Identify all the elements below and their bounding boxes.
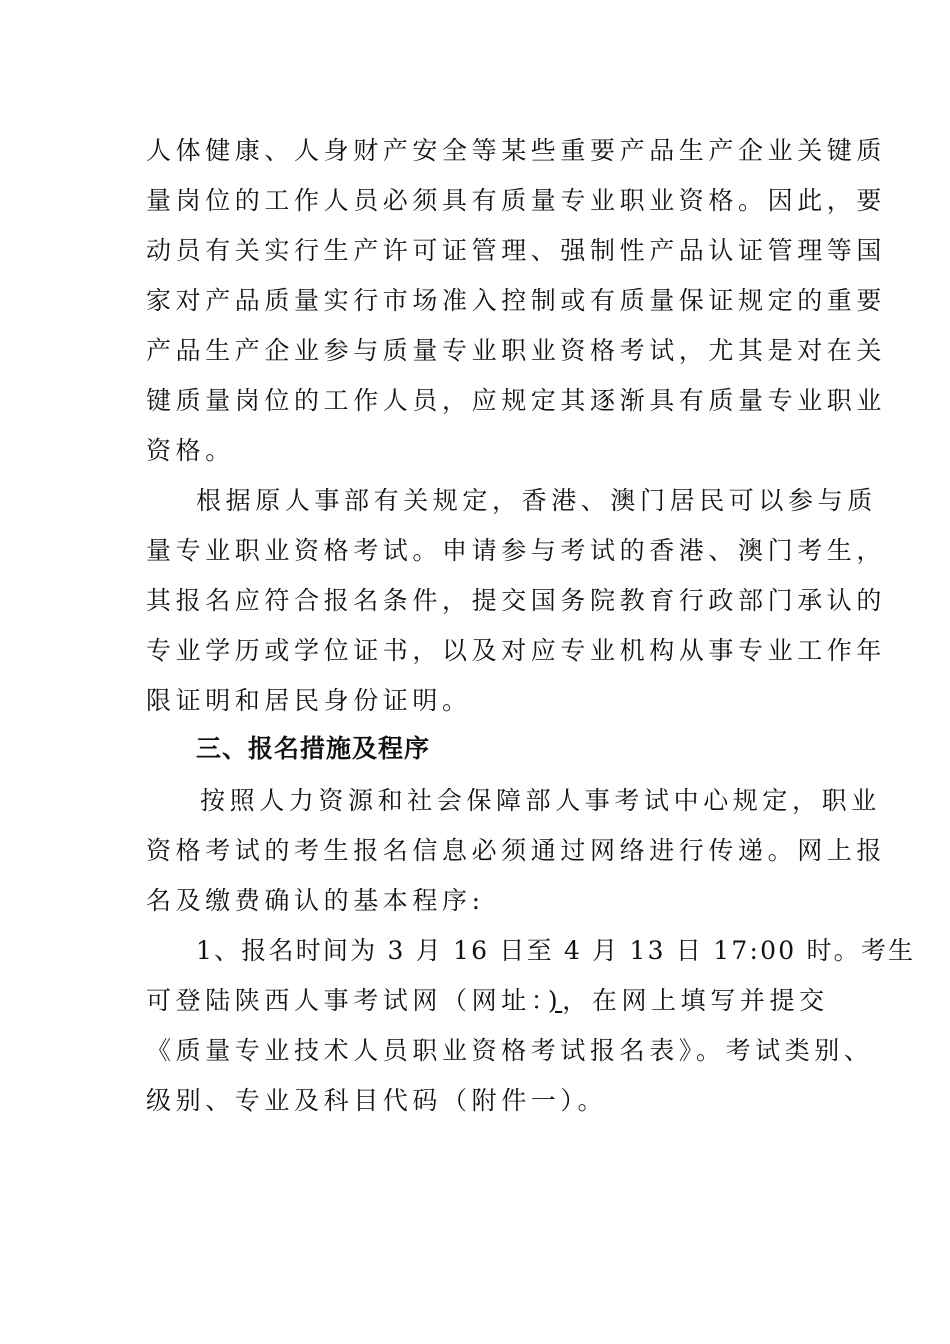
paragraph-2-line-5: 限证明和居民身份证明。: [146, 686, 472, 715]
paragraph-4-line-2-text-before: 可登陆陕西人事考试网（网址：: [146, 986, 548, 1015]
paragraph-4-line-2: [146, 976, 829, 1026]
paragraph-4-line-2-text-after: ，在网上填写并提交: [562, 986, 829, 1015]
paragraph-4-line-1: 1、报名时间为 3 月 16 日至 4 月 13 日 17:00 时。考生: [196, 936, 916, 965]
paragraph-1-line-6: 键质量岗位的工作人员，应规定其逐渐具有质量专业职业: [146, 386, 887, 415]
paragraph-1-line-7: 资格。: [146, 436, 235, 465]
paragraph-3-line-3: 名及缴费确认的基本程序:: [146, 886, 485, 915]
paragraph-4-line-3: 《质量专业技术人员职业资格考试报名表》。考试类别、: [146, 1036, 874, 1065]
paragraph-3-line-1: 按照人力资源和社会保障部人事考试中心规定，职业: [200, 786, 881, 815]
paragraph-1-line-5: 产品生产企业参与质量专业职业资格考试，尤其是对在关: [146, 336, 887, 365]
paragraph-4-line-4: 级别、专业及科目代码（附件一）。: [146, 1086, 608, 1115]
paragraph-2-line-4: 专业学历或学位证书，以及对应专业机构从事专业工作年: [146, 636, 887, 665]
paragraph-1-line-1: 人体健康、人身财产安全等某些重要产品生产企业关键质: [146, 136, 887, 165]
paragraph-2-line-2: 量专业职业资格考试。申请参与考试的香港、澳门考生，: [146, 536, 887, 565]
paragraph-2-line-1: 根据原人事部有关规定，香港、澳门居民可以参与质: [196, 486, 877, 515]
section-heading: 三、报名措施及程序: [196, 734, 431, 763]
paragraph-3-line-2: 资格考试的考生报名信息必须通过网络进行传递。网上报: [146, 836, 887, 865]
paragraph-1-line-2: 量岗位的工作人员必须具有质量专业职业资格。因此，要: [146, 186, 887, 215]
paragraph-1-line-3: 动员有关实行生产许可证管理、强制性产品认证管理等国: [146, 236, 887, 265]
paragraph-2-line-3: 其报名应符合报名条件，提交国务院教育行政部门承认的: [146, 586, 887, 615]
website-link[interactable]: ): [547, 986, 563, 1015]
paragraph-1-line-4: 家对产品质量实行市场准入控制或有质量保证规定的重要: [146, 286, 887, 315]
